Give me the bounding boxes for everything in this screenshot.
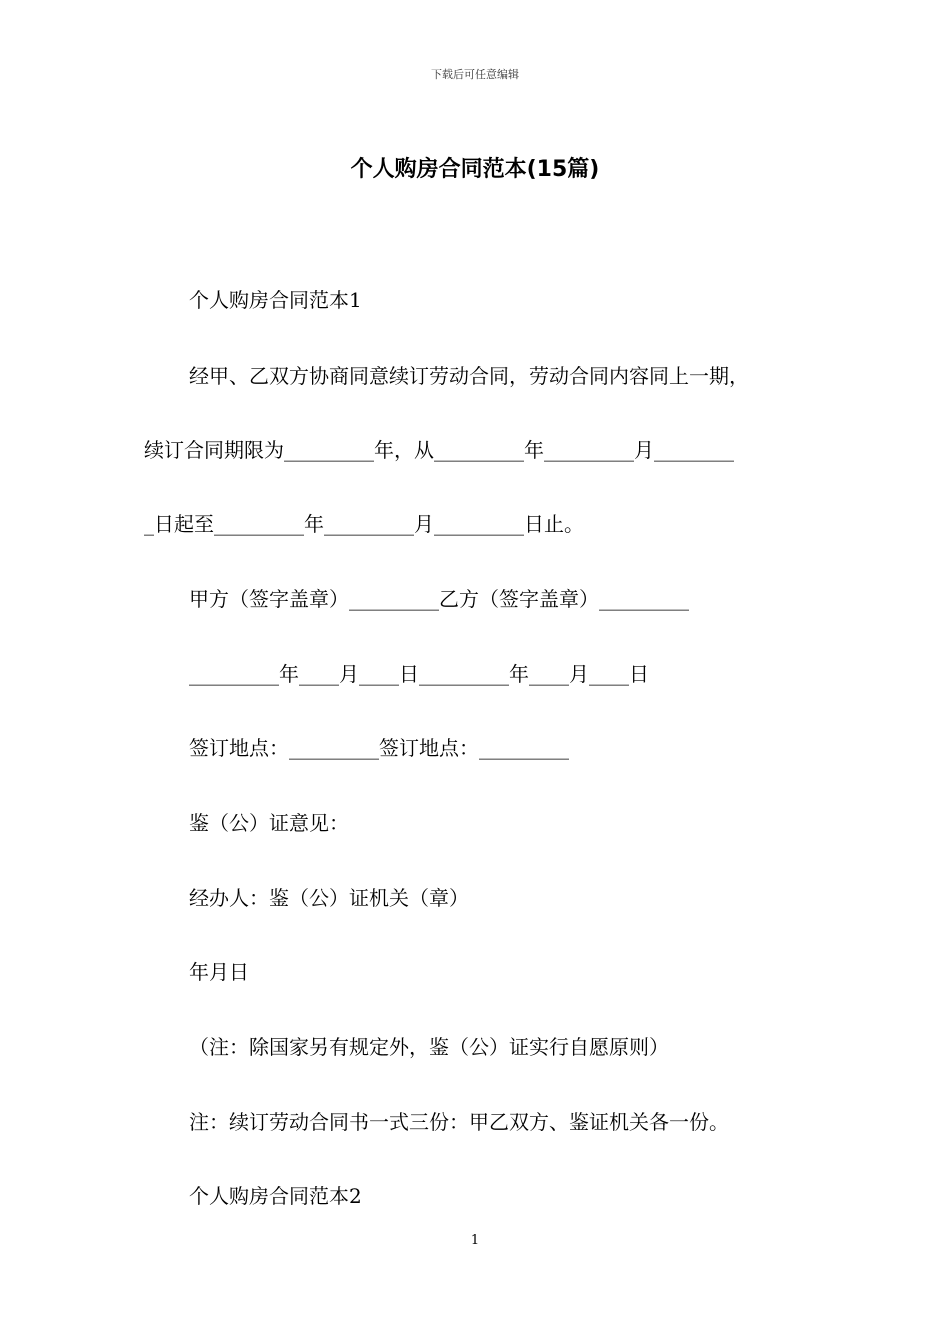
paragraph-line: 续订合同期限为_________年，从_________年_________月________ xyxy=(144,438,734,462)
paragraph-line: 经甲、乙双方协商同意续订劳动合同，劳动合同内容同上一期， xyxy=(189,364,749,388)
note-line: （注：除国家另有规定外，鉴（公）证实行自愿原则） xyxy=(189,1035,669,1059)
header-note: 下载后可任意编辑 xyxy=(431,68,519,81)
section-heading-2: 个人购房合同范本2 xyxy=(189,1184,362,1208)
date-label-line: 年月日 xyxy=(189,960,249,984)
notary-opinion-line: 鉴（公）证意见： xyxy=(189,811,349,835)
copies-note-line: 注：续订劳动合同书一式三份：甲乙双方、鉴证机关各一份。 xyxy=(189,1110,729,1134)
document-title: 个人购房合同范本(15篇) xyxy=(350,157,600,182)
page-number: 1 xyxy=(470,1233,480,1248)
signature-line: 甲方（签字盖章）_________乙方（签字盖章）_________ xyxy=(189,587,689,611)
handler-line: 经办人：鉴（公）证机关（章） xyxy=(189,886,469,910)
paragraph-line: _日起至_________年_________月_________日止。 xyxy=(144,512,584,536)
section-heading-1: 个人购房合同范本1 xyxy=(189,288,362,312)
date-line: _________年____月____日_________年____月____日 xyxy=(189,662,649,686)
signing-place-line: 签订地点：_________签订地点：_________ xyxy=(189,736,569,760)
